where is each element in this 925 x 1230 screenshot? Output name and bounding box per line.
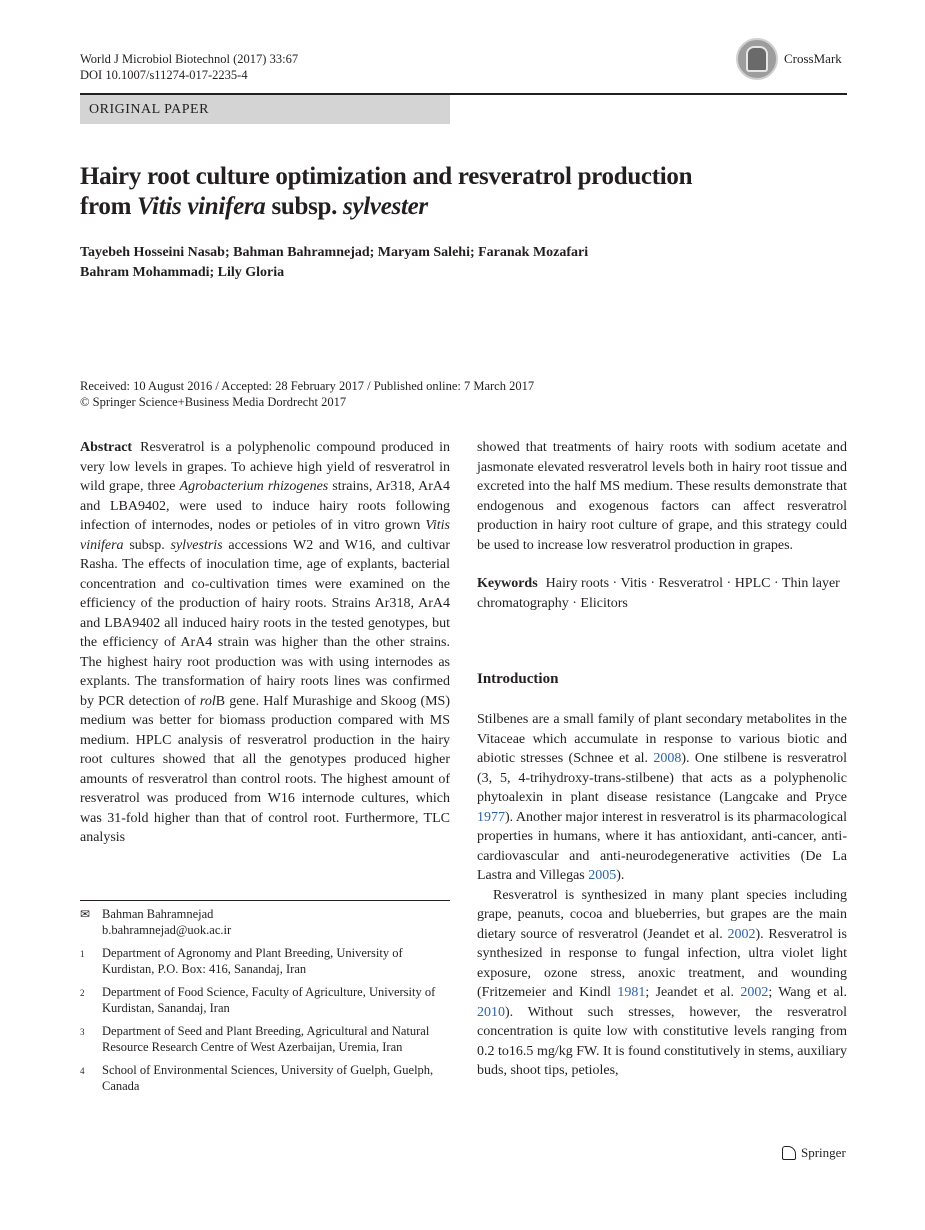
crossmark-label: CrossMark [784, 51, 842, 66]
contact-footnote [80, 907, 450, 938]
crossmark-badge[interactable] [736, 38, 842, 80]
copyright: © Springer Science+Business Media Dordrecht 2017 [80, 395, 347, 409]
authors-line-2[interactable]: Bahram Mohammadi; Lily Gloria [80, 265, 285, 280]
citation-link[interactable]: 2002 [727, 926, 756, 942]
crossmark-icon [736, 38, 778, 80]
citation-link[interactable]: 1977 [477, 809, 505, 825]
affiliation-1: 1 Department of Agronomy and Plant Breeding, University of Kurdistan, P.O. Box: 416, Sanandaj, Iran [80, 946, 403, 976]
title-subspecies: sylvester [343, 193, 428, 220]
abstract: Abstract Resveratrol is a polyphenolic compound produced in very low levels in grapes. To achieve high yield of resveratrol in wild grape, three Agrobacterium rhizogenes strains, Ar318, ArA4 and LBA9402, were used to induce hairy roots following infection of internodes, nodes or petioles of in vitro grown Vitis vinifera subsp. sylvestris accessions W2 and W16, and cultivar Rasha. The effects of inoculation time, age of explants, bacterial concentration and co-cultivation times were examined on the efficiency of the production of hairy roots. Strains Ar318, ArA4 and LBA9402 all induced hairy roots in the tested genotypes, but the efficiency of ArA4 strain was higher than the other strains. The highest hairy root production was with using internodes as explants. The transformation of hairy roots lines was confirmed by PCR detection of rolB gene. Half Murashige and Skoog (MS) medium was better for biomass production compared with MS medium. HPLC analysis of resveratrol production in the hairy root cultures showed that all the genotypes produced higher amounts of resveratrol than control roots. The highest amount of resveratrol was produced from W16 internode cultures, which was 31-fold higher than that of control root. Furthermore, TLC analysis [80, 440, 451, 845]
intro-paragraph-2: Resveratrol is synthesized in many plant species including grape, peanuts, cocoa and blueberries, but grapes are the main dietary source of resveratrol (Jeandet et al. 2002). Resveratrol is synthesized in response to fungal infection, ultra violet light exposure, ozone stress, anoxic treatment, and wounding (Fritzemeier and Kindl 1981; Jeandet et al. 2002; Wang et al. 2010). Without such stresses, however, the resveratrol concentration is quite low with constitutive levels ranging from 0.2 to16.5 mg/kg FW. It is found constitutively in stems, auxiliary buds, shoot tips, petioles, [477, 887, 848, 1078]
keywords-text: Hairy roots · Vitis · Resveratrol · HPLC · Thin layer chromatography · Elicitors [477, 576, 840, 611]
author-list [80, 243, 800, 283]
footnotes [80, 907, 450, 1102]
title-line-1: Hairy root culture optimization and resveratrol production [80, 163, 693, 190]
title-species: Vitis vinifera [137, 193, 266, 220]
journal-doi[interactable]: DOI 10.1007/s11274-017-2235-4 [80, 68, 248, 82]
abstract-heading: Abstract [80, 440, 133, 455]
journal-citation: World J Microbiol Biotechnol (2017) 33:67 [80, 52, 299, 66]
journal-header [80, 51, 298, 83]
article-type-banner: ORIGINAL PAPER [80, 95, 450, 124]
citation-link[interactable]: 1981 [617, 985, 646, 1000]
citation-link[interactable]: 2005 [588, 868, 617, 883]
affiliation-3: 3 Department of Seed and Plant Breeding, Agricultural and Natural Resource Research Centre of West Azerbaijan, Uremia, Iran [80, 1024, 430, 1054]
intro-paragraph-1: Stilbenes are a small family of plant secondary metabolites in the Vitaceae which accumulate in response to various biotic and abiotic stresses (Schnee et al. 2008). One stilbene is resveratrol (3, 5, 4-trihydroxy-trans-stilbene) that acts as a polyphenolic phytoalexin in plant disease resistance (Langcake and Pryce 1977). Another major interest in resveratrol is its pharmacological properties in humans, where it has antioxidant, anti-cancer, anti-cardiovascular and anti-neurodegenerative activities (De La Lastra and Villegas 2005). [477, 712, 847, 883]
contact-name: Bahman Bahramnejad [102, 907, 214, 921]
title-line-2: from Vitis vinifera subsp. sylvester [80, 193, 428, 220]
authors-line-1[interactable]: Tayebeh Hosseini Nasab; Bahman Bahramnejad; Maryam Salehi; Faranak Mozafari [80, 245, 589, 260]
envelope-icon: ✉ [80, 907, 91, 921]
abstract-continuation: showed that treatments of hairy roots with sodium acetate and jasmonate elevated resveratrol levels both in hairy root tissue and excreted into the half MS medium. These results demonstrate that endogenous and exogenous factors can affect resveratrol production in hairy root culture of grape, and this strategy could be used to increase low resveratrol production in grapes. [477, 440, 847, 553]
introduction-heading: Introduction [477, 671, 559, 687]
introduction-body [477, 710, 847, 1081]
article-title [80, 162, 800, 222]
affiliation-2: 2 Department of Food Science, Faculty of Agriculture, University of Kurdistan, Sanandaj, Iran [80, 985, 436, 1015]
article-dates [80, 378, 780, 410]
citation-link[interactable]: 2002 [740, 985, 769, 1000]
springer-horse-icon [782, 1146, 796, 1160]
history-dates: Received: 10 August 2016 / Accepted: 28 February 2017 / Published online: 7 March 2017 [80, 379, 535, 393]
footnote-rule [80, 900, 450, 901]
keywords [477, 574, 847, 613]
abstract-continued [477, 438, 847, 613]
citation-link[interactable]: 2008 [653, 751, 682, 766]
affiliation-4: 4 School of Environmental Sciences, University of Guelph, Guelph, Canada [80, 1063, 434, 1093]
keywords-heading: Keywords [477, 576, 538, 591]
publisher-name: Springer [801, 1145, 846, 1160]
publisher-logo [782, 1145, 846, 1161]
contact-email[interactable]: b.bahramnejad@uok.ac.ir [102, 922, 232, 937]
citation-link[interactable]: 2010 [477, 1004, 505, 1020]
